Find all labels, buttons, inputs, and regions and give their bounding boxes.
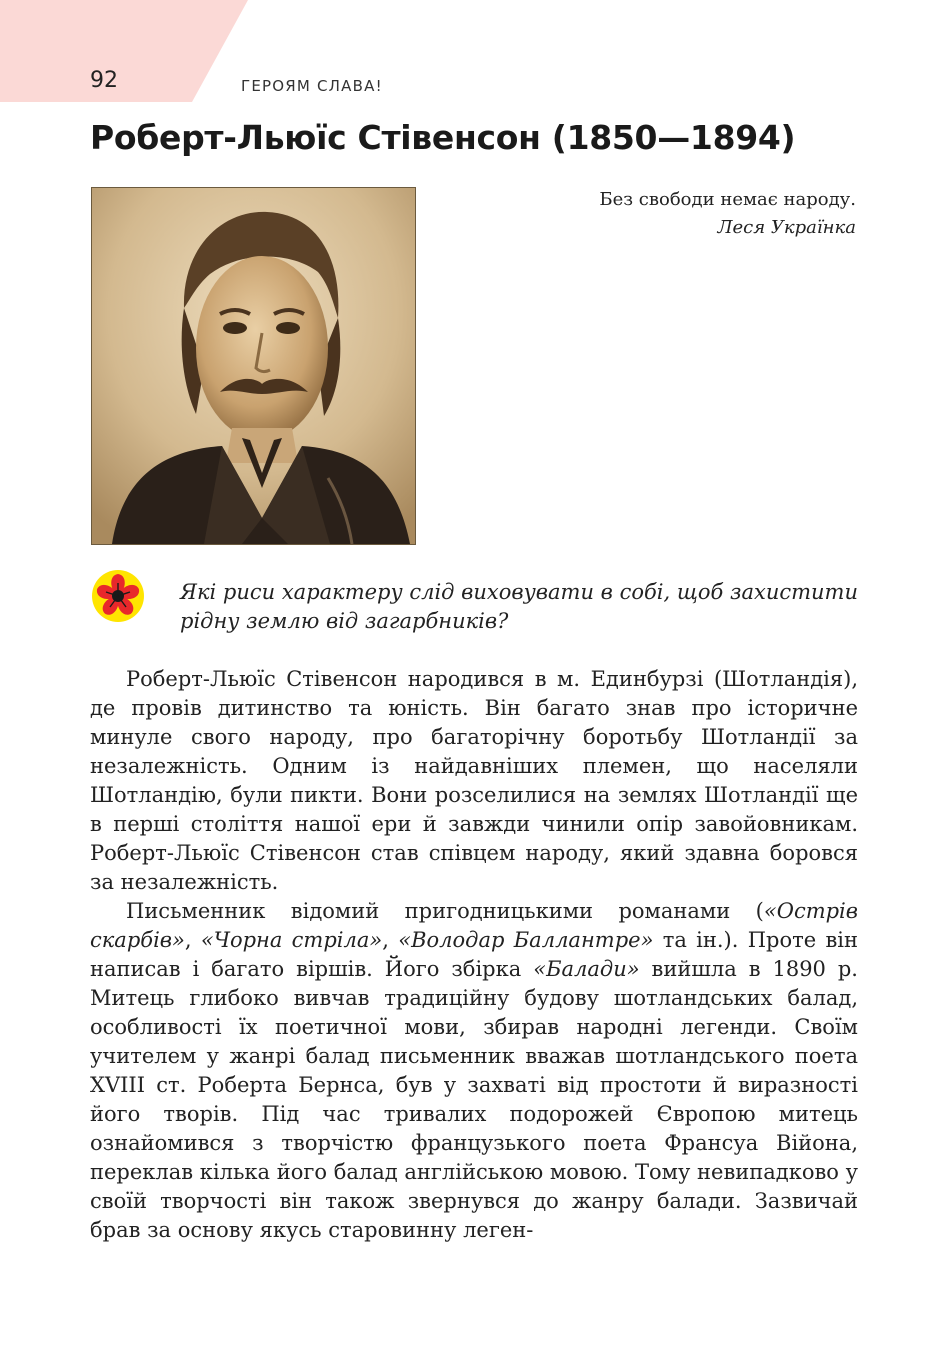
text-run: Письменник відомий пригодницькими романами ( [126,899,764,923]
epigraph-author: Леся Українка [717,217,856,238]
epigraph-quote: Без свободи немає народу. [599,189,856,210]
discussion-question: Які риси характеру слід виховувати в собі, щоб захистити рідну землю від загарбників? [180,580,858,633]
paragraph-2 [90,897,858,1245]
book-title: «Балади» [533,957,640,981]
book-title: «Острів скарбів» [90,899,858,952]
book-title: «Володар Баллантре» [398,928,654,952]
text-run: , [382,928,399,952]
epigraph [599,186,856,242]
page-title: Роберт-Льюїс Стівенсон (1850—1894) [90,118,796,157]
paragraph-1: Роберт-Льюїс Стівенсон народився в м. Единбурзі (Шотландія), де провів дитинство та юність. Він багато знав про історичне минуле свого народу, про багаторічну боротьбу Шотландії за незалежність. Одним із найдавніших племен, що населяли Шотландію, були пикти. Вони розселилися на землях Шотландії ще в перші століття нашої ери й завжди чинили опір завойовникам. Роберт-Льюїс Стівенсон став співцем народу, який здавна боровся за незалежність. [90,667,858,894]
text-run: та ін.). Проте він написав і багато віршів. Його збірка [90,928,858,981]
text-run: , [184,928,201,952]
running-head: ГЕРОЯМ СЛАВА! [241,77,383,95]
page-number: 92 [90,68,118,93]
corner-tab [0,0,248,102]
book-title: «Чорна стріла» [200,928,383,952]
text-run: вийшла в 1890 р. Митець глибоко вивчав традиційну будову шотландських балад, особливості їх поетичної мови, збирав народні легенди. Своїм учителем у жанрі балад письменник вважав шотландського поета XVIII ст. Роберта Бернса, був у захваті від простоти й виразності його творів. Під час тривалих подорожей Європою митець ознайомився з творчістю французького поета Франсуа Війона, переклав кілька його балад англійською мовою. Тому невипадково у своїй творчості він також звернувся до жанру балади. Зазвичай брав за основу якусь старовинну леген- [90,957,858,1242]
body-text [90,665,858,1245]
flower-icon [91,569,145,623]
portrait-photo [91,187,416,545]
